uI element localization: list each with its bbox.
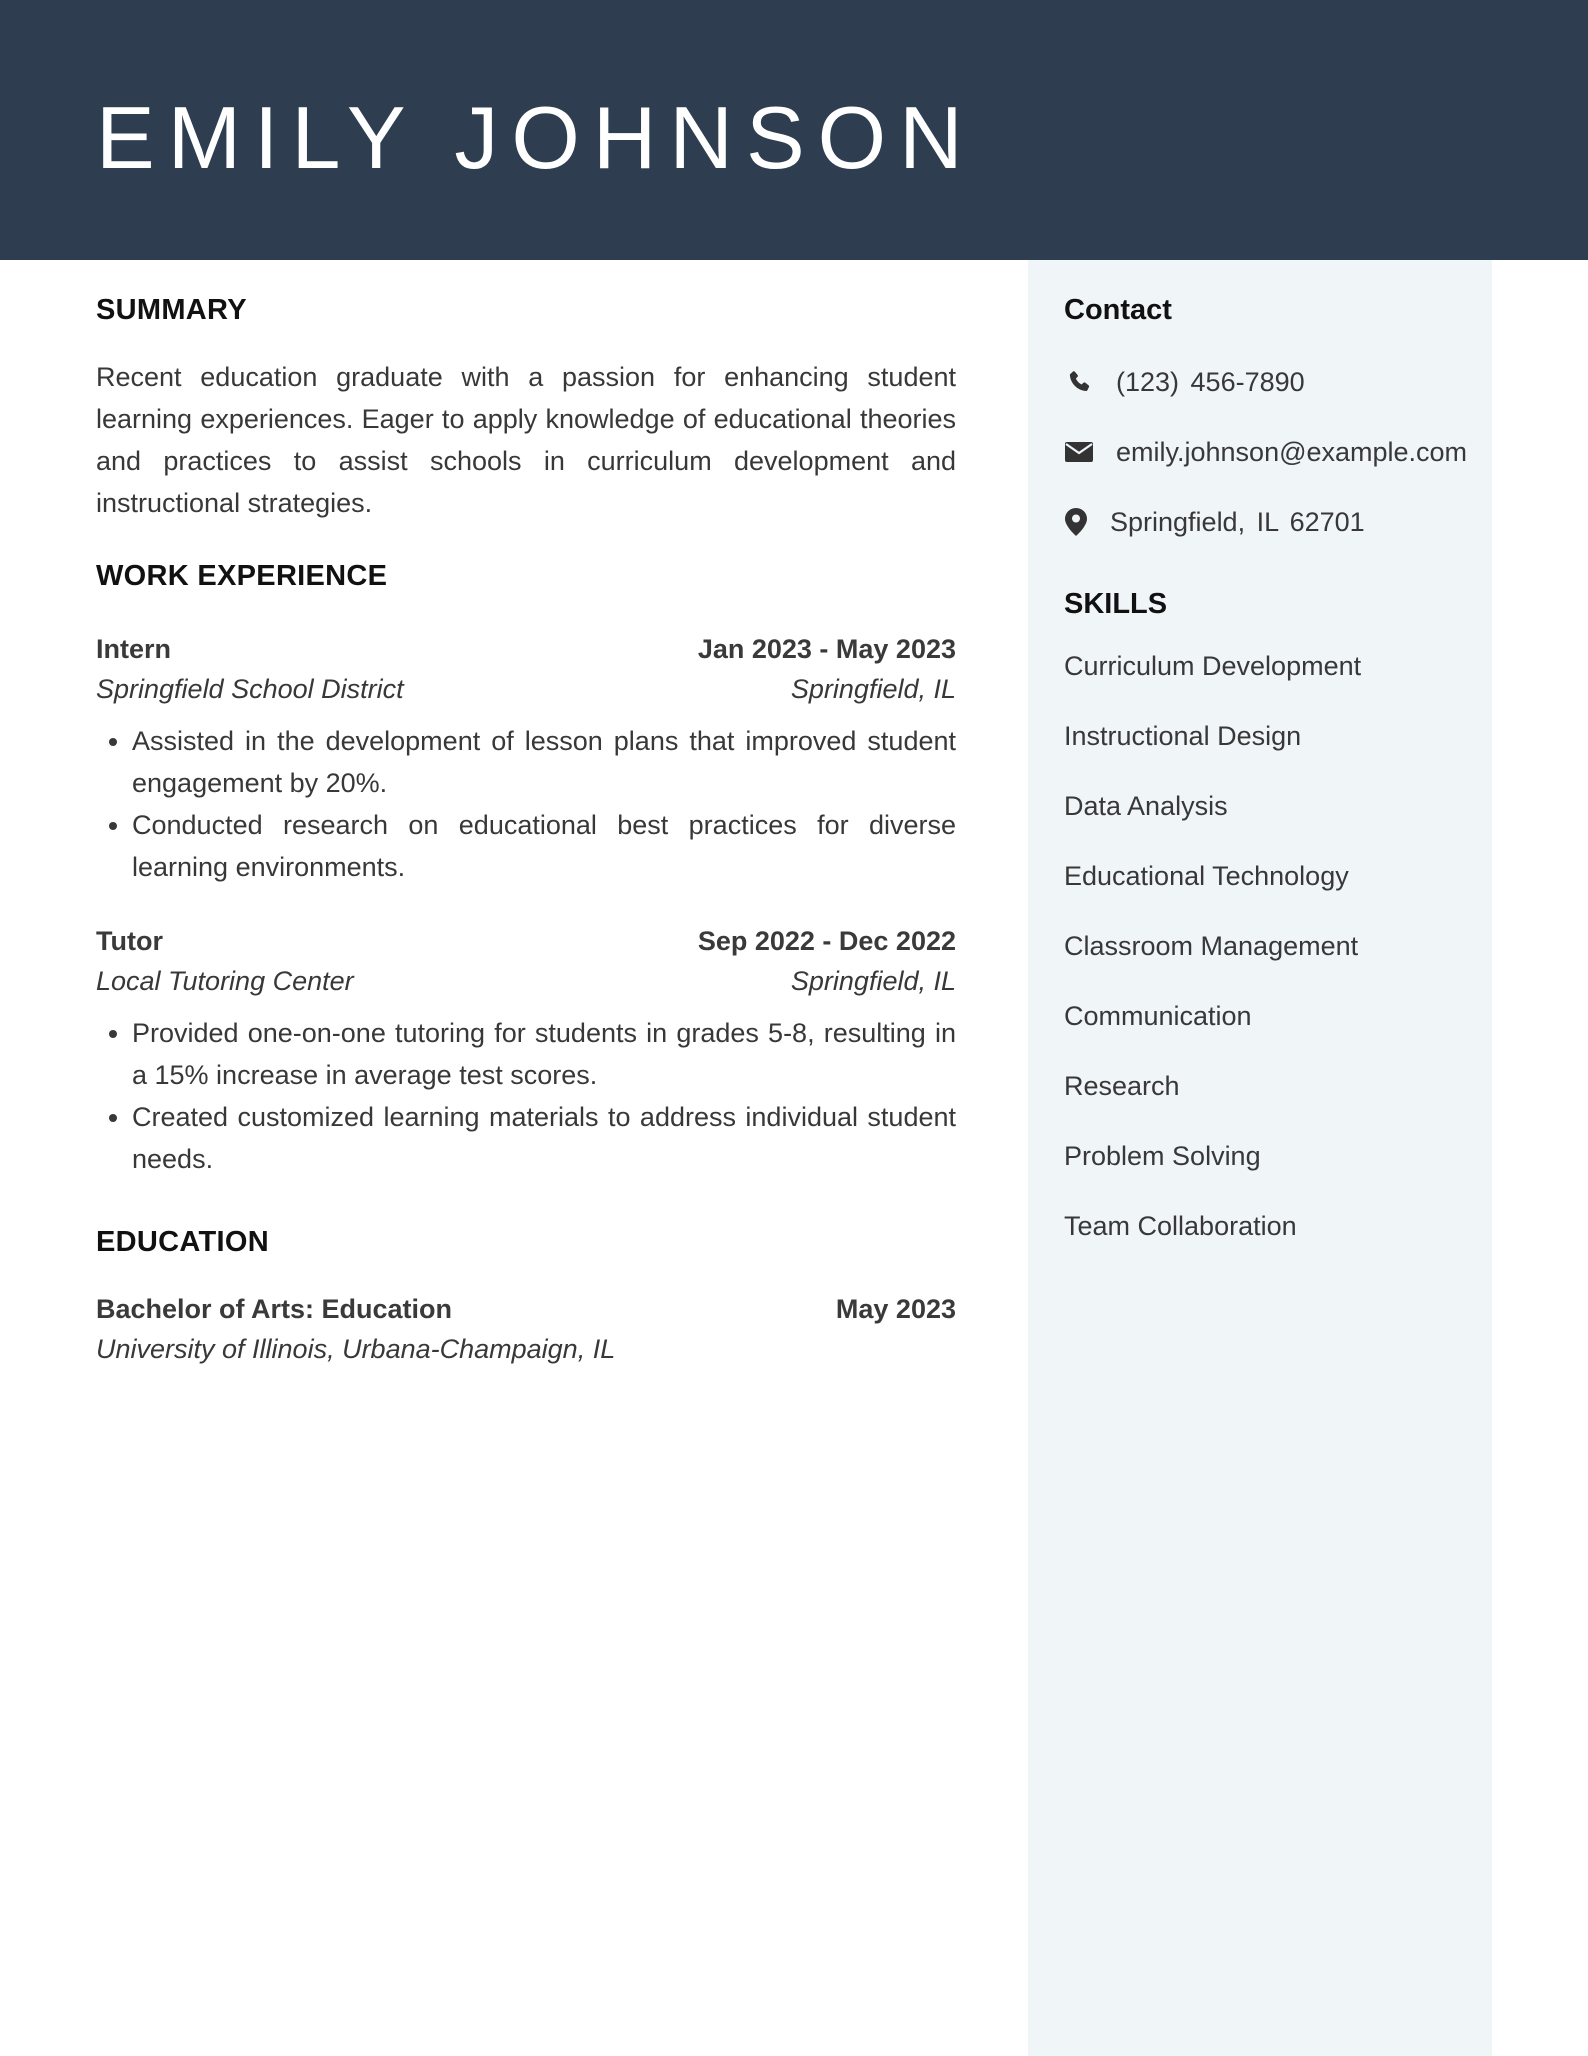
skill-item: Problem Solving	[1064, 1141, 1261, 1171]
contact-phone	[1064, 362, 1484, 402]
job-entry	[96, 922, 956, 1180]
work-experience-heading: WORK EXPERIENCE	[96, 560, 388, 592]
skill-item: Data Analysis	[1064, 791, 1228, 821]
job-bullet: • Created customized learning materials to address individual student needs.	[132, 1096, 956, 1180]
job-organization: Local Tutoring Center	[96, 966, 354, 996]
contact-phone-text: (123) 456-7890	[1116, 366, 1305, 397]
school: University of Illinois, Urbana-Champaign, IL	[96, 1334, 616, 1364]
header-banner	[0, 0, 1588, 260]
job-dates: Sep 2022 - Dec 2022	[697, 926, 956, 956]
contact-email	[1064, 432, 1484, 472]
job-bullets	[96, 720, 956, 888]
job-bullet: • Conducted research on educational best practices for diverse learning environments.	[132, 804, 956, 888]
skill-item: Instructional Design	[1064, 721, 1302, 751]
job-dates: Jan 2023 - May 2023	[697, 634, 956, 664]
job-location: Springfield, IL	[790, 674, 956, 704]
skill-item: Classroom Management	[1064, 931, 1359, 961]
degree: Bachelor of Arts: Education	[96, 1294, 453, 1324]
contact-list	[1064, 362, 1484, 542]
sidebar	[1028, 260, 1492, 2056]
summary-text: Recent education graduate with a passion for enhancing student learning experiences. Eager to apply knowledge of educational theories and practices to assist schools in curriculum development and instructional strategies.	[96, 362, 956, 518]
job-organization: Springfield School District	[96, 674, 404, 704]
skills-heading: SKILLS	[1064, 588, 1168, 620]
job-bullet: • Provided one-on-one tutoring for students in grades 5-8, resulting in a 15% increase in average test scores.	[132, 1012, 956, 1096]
contact-heading: Contact	[1064, 294, 1172, 326]
skill-item: Communication	[1064, 1001, 1252, 1031]
skill-item: Research	[1064, 1071, 1180, 1101]
sidebar-content	[1064, 260, 1484, 1278]
phone-icon	[1064, 367, 1094, 397]
education-heading: EDUCATION	[96, 1226, 269, 1258]
skill-item: Educational Technology	[1064, 861, 1349, 891]
candidate-name: EMILY JOHNSON	[96, 88, 976, 187]
contact-location	[1064, 502, 1484, 542]
job-bullet: • Assisted in the development of lesson plans that improved student engagement by 20%.	[132, 720, 956, 804]
skill-item: Team Collaboration	[1064, 1211, 1297, 1241]
main-column	[96, 260, 956, 1370]
contact-location-text: Springfield, IL 62701	[1110, 506, 1365, 537]
contact-email-text: emily.johnson@example.com	[1116, 436, 1468, 467]
job-title: Intern	[96, 634, 172, 664]
summary-heading: SUMMARY	[96, 294, 247, 326]
map-pin-icon	[1064, 507, 1088, 537]
skill-item: Curriculum Development	[1064, 651, 1362, 681]
job-title: Tutor	[96, 926, 163, 956]
job-bullets	[96, 1012, 956, 1180]
job-location: Springfield, IL	[790, 966, 956, 996]
education-entry	[96, 1290, 956, 1370]
job-entry	[96, 630, 956, 888]
skills-list	[1064, 648, 1484, 1244]
education-date: May 2023	[835, 1294, 956, 1324]
envelope-icon	[1064, 437, 1094, 467]
